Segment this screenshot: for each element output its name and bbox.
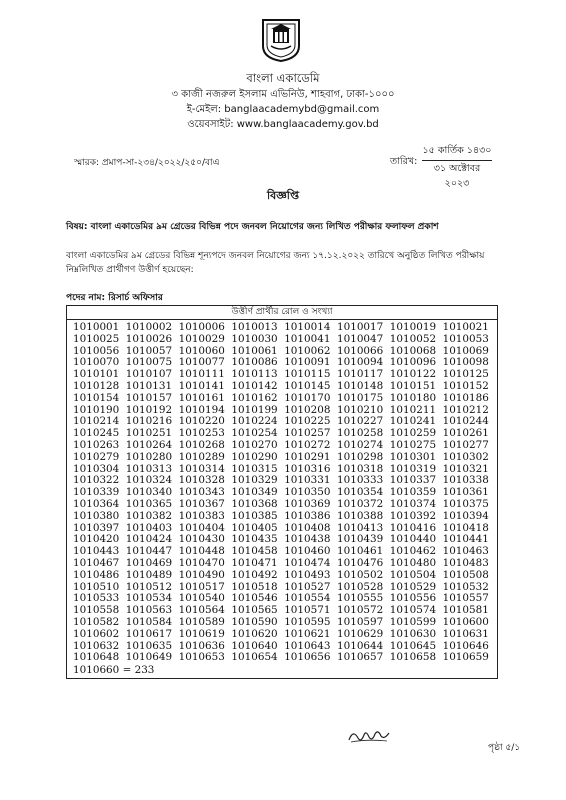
roll-number: 1010212 [442,403,489,416]
roll-number: 1010631 [442,627,489,640]
roll-number: 1010328 [178,474,225,487]
page-number: পৃষ্ঠা ৫/১ [488,743,521,753]
roll-number: 1010304 [73,462,120,475]
roll-number: 1010333 [336,474,384,487]
roll-number: 1010405 [231,521,278,534]
roll-number: 1010403 [125,521,173,534]
roll-number: 1010117 [336,368,384,381]
roll-number: 1010021 [442,321,489,333]
roll-number: 1010418 [442,521,489,534]
roll-number: 1010486 [73,568,120,581]
roll-number: 1010259 [389,427,437,440]
roll-number: 1010469 [125,556,173,569]
roll-number: 1010528 [336,580,384,593]
result-table-header: উত্তীর্ণ প্রার্থীর রোল ও সংখ্যা [67,306,497,320]
roll-number: 1010534 [125,592,173,605]
roll-number: 1010254 [231,427,278,440]
roll-number: 1010270 [231,438,278,451]
roll-number: 1010372 [336,497,384,510]
roll-number: 1010001 [73,321,120,333]
roll-number: 1010365 [125,497,173,510]
roll-number: 1010315 [231,462,278,475]
roll-number: 1010125 [442,368,489,381]
roll-number: 1010441 [442,533,489,546]
roll-row [73,393,497,405]
date-gregorian: ৩১ অক্টোবর ২০২৩ [433,163,481,189]
roll-number: 1010424 [125,533,173,546]
roll-number: 1010645 [389,639,437,652]
roll-number: 1010298 [336,450,384,463]
org-email: ই-মেইল: banglaacademybd@gmail.com [186,104,380,115]
body-text: বাংলা একাডেমির ৯ম গ্রেডের বিভিন্ন শূন্যপদে জনবল নিয়োগের জন্য ১৭.১২.২০২২ তারিখে অনুষ্ঠিত লিখিত পরীক্ষায় নিম্নলিখিত প্রার্থীগণ উত্তীর্ণ হয়েছেন: [66,251,485,275]
roll-number: 1010619 [178,627,225,640]
roll-number: 1010654 [231,651,278,664]
roll-number: 1010128 [73,379,120,392]
roll-number: 1010316 [284,462,331,475]
roll-number: 1010019 [389,321,437,333]
roll-number: 1010460 [284,545,331,558]
roll-number: 1010367 [178,497,225,510]
roll-number: 1010279 [73,450,120,463]
roll-number: 1010142 [231,379,278,392]
roll-number: 1010474 [284,556,331,569]
roll-number: 1010268 [178,438,225,451]
total-line: 1010660 = 233 [73,664,155,677]
roll-number: 1010152 [442,379,489,392]
roll-number: 1010563 [125,604,173,617]
roll-number: 1010404 [178,521,225,534]
roll-number: 1010107 [125,368,173,381]
roll-number: 1010582 [73,615,120,628]
roll-number: 1010533 [73,592,120,605]
roll-number: 1010094 [336,356,384,369]
roll-number: 1010646 [442,639,489,652]
roll-number: 1010564 [178,604,225,617]
roll-number: 1010290 [231,450,278,463]
org-address: ৩ কাজী নজরুল ইসলাম এভিনিউ, শাহবাগ, ঢাকা-১০০০ [171,89,395,100]
roll-number: 1010258 [336,427,384,440]
roll-number: 1010656 [284,651,331,664]
roll-number: 1010291 [284,450,331,463]
roll-number: 1010338 [442,474,489,487]
roll-number: 1010180 [389,391,437,404]
roll-row [73,452,497,464]
roll-number: 1010245 [73,427,120,440]
roll-row [73,570,497,582]
roll-number: 1010476 [336,556,384,569]
roll-number: 1010470 [178,556,225,569]
roll-number: 1010113 [231,368,278,381]
roll-number: 1010572 [336,604,384,617]
roll-number: 1010630 [389,627,437,640]
roll-number: 1010556 [389,592,437,605]
roll-number: 1010440 [389,533,437,546]
roll-number: 1010216 [125,415,173,428]
roll-number: 1010318 [336,462,384,475]
roll-number: 1010002 [125,321,173,333]
roll-number: 1010014 [284,321,331,333]
roll-number: 1010244 [442,415,489,428]
roll-number: 1010275 [389,438,437,451]
roll-number: 1010339 [73,486,120,499]
roll-number: 1010066 [336,344,384,357]
roll-number: 1010041 [284,332,331,345]
roll-number: 1010224 [231,415,278,428]
roll-number: 1010532 [442,580,489,593]
roll-number: 1010636 [178,639,225,652]
roll-number: 1010026 [125,332,173,345]
roll-number: 1010013 [231,321,278,333]
roll-number: 1010448 [178,545,225,558]
roll-number: 1010301 [389,450,437,463]
roll-number: 1010029 [178,332,225,345]
roll-number: 1010161 [178,391,225,404]
roll-number: 1010053 [442,332,489,345]
roll-number: 1010145 [284,379,331,392]
roll-number: 1010111 [178,368,225,381]
roll-number: 1010359 [389,486,437,499]
roll-number: 1010364 [73,497,120,510]
roll-number: 1010101 [73,368,120,381]
post-name: পদের নাম: রিসার্চ অফিসার [66,293,163,303]
roll-number: 1010324 [125,474,173,487]
roll-number: 1010483 [442,556,489,569]
roll-number: 1010157 [125,391,173,404]
roll-number: 1010657 [336,651,384,664]
roll-number: 1010653 [178,651,225,664]
roll-number: 1010388 [336,509,384,522]
roll-number: 1010565 [231,604,278,617]
roll-number: 1010186 [442,391,489,404]
roll-number: 1010557 [442,592,489,605]
roll-number: 1010621 [284,627,331,640]
roll-number: 1010571 [284,604,331,617]
roll-number: 1010280 [125,450,173,463]
roll-number: 1010382 [125,509,173,522]
roll-number: 1010211 [389,403,437,416]
roll-number: 1010508 [442,568,489,581]
notice-title: বিজ্ঞপ্তি [267,189,299,202]
roll-number: 1010512 [125,580,173,593]
roll-number: 1010329 [231,474,278,487]
roll-number: 1010490 [178,568,225,581]
roll-row [73,499,497,511]
roll-row [73,334,497,346]
roll-number: 1010467 [73,556,120,569]
roll-number: 1010480 [389,556,437,569]
roll-number: 1010632 [73,639,120,652]
roll-number: 1010413 [336,521,384,534]
roll-number: 1010056 [73,344,120,357]
roll-number: 1010584 [125,615,173,628]
roll-number: 1010261 [442,427,489,440]
roll-number: 1010061 [231,344,278,357]
roll-number: 1010590 [231,615,278,628]
roll-number: 1010443 [73,545,120,558]
roll-number: 1010331 [284,474,331,487]
roll-number: 1010502 [336,568,384,581]
roll-number: 1010314 [178,462,225,475]
roll-number: 1010175 [336,391,384,404]
roll-number: 1010635 [125,639,173,652]
roll-number: 1010091 [284,356,331,369]
roll-number: 1010518 [231,580,278,593]
roll-row [73,617,497,629]
roll-number: 1010629 [336,627,384,640]
bangla-academy-emblem-icon [259,16,303,62]
roll-number: 1010392 [389,509,437,522]
roll-number: 1010375 [442,497,489,510]
roll-number: 1010098 [442,356,489,369]
roll-number: 1010343 [178,486,225,499]
roll-number: 1010068 [389,344,437,357]
roll-number: 1010075 [125,356,173,369]
roll-number: 1010597 [336,615,384,628]
roll-number: 1010151 [389,379,437,392]
roll-number: 1010062 [284,344,331,357]
roll-number: 1010554 [284,592,331,605]
roll-number: 1010069 [442,344,489,357]
memo-reference: স্মারক: প্রমাপ-সা-২৩৪/২০২২/২৫০/বাএ [74,158,220,168]
roll-number: 1010096 [389,356,437,369]
roll-row [73,629,497,641]
roll-number: 1010558 [73,604,120,617]
roll-number: 1010361 [442,486,489,499]
roll-number: 1010030 [231,332,278,345]
roll-number: 1010380 [73,509,120,522]
roll-number: 1010438 [284,533,331,546]
roll-number: 1010340 [125,486,173,499]
roll-number: 1010546 [231,592,278,605]
roll-number: 1010070 [73,356,120,369]
roll-number: 1010047 [336,332,384,345]
roll-number: 1010420 [73,533,120,546]
roll-number: 1010190 [73,403,120,416]
roll-number: 1010602 [73,627,120,640]
date-label: তারিখ: [390,156,418,167]
roll-number: 1010510 [73,580,120,593]
roll-number: 1010529 [389,580,437,593]
roll-number: 1010408 [284,521,331,534]
roll-number: 1010447 [125,545,173,558]
roll-number: 1010025 [73,332,120,345]
roll-number: 1010648 [73,651,120,664]
roll-number: 1010374 [389,497,437,510]
roll-number: 1010581 [442,604,489,617]
roll-number: 1010086 [231,356,278,369]
roll-number: 1010349 [231,486,278,499]
roll-number: 1010194 [178,403,225,416]
roll-number: 1010006 [178,321,225,333]
roll-number: 1010649 [125,651,173,664]
roll-number: 1010289 [178,450,225,463]
roll-number: 1010257 [284,427,331,440]
roll-grid [67,320,497,678]
roll-number: 1010504 [389,568,437,581]
roll-number: 1010492 [231,568,278,581]
roll-number: 1010643 [284,639,331,652]
roll-number: 1010574 [389,604,437,617]
roll-number: 1010386 [284,509,331,522]
roll-row [73,440,497,452]
roll-number: 1010617 [125,627,173,640]
roll-number: 1010599 [389,615,437,628]
signature-icon [347,725,391,745]
roll-row [73,558,497,570]
roll-number: 1010322 [73,474,120,487]
roll-number: 1010263 [73,438,120,451]
roll-number: 1010241 [389,415,437,428]
roll-number: 1010385 [231,509,278,522]
roll-number: 1010471 [231,556,278,569]
org-website: ওয়েবসাইট: www.banglaacademy.gov.bd [187,119,379,130]
roll-number: 1010225 [284,415,331,428]
roll-number: 1010274 [336,438,384,451]
roll-number: 1010555 [336,592,384,605]
roll-number: 1010458 [231,545,278,558]
roll-number: 1010354 [336,486,384,499]
roll-number: 1010208 [284,403,331,416]
roll-number: 1010052 [389,332,437,345]
roll-number: 1010463 [442,545,489,558]
roll-number: 1010302 [442,450,489,463]
roll-number: 1010540 [178,592,225,605]
roll-number: 1010368 [231,497,278,510]
roll-number: 1010272 [284,438,331,451]
roll-number: 1010192 [125,403,173,416]
roll-number: 1010595 [284,615,331,628]
roll-number: 1010350 [284,486,331,499]
roll-number: 1010313 [125,462,173,475]
roll-number: 1010227 [336,415,384,428]
roll-number: 1010644 [336,639,384,652]
roll-number: 1010640 [231,639,278,652]
roll-number: 1010210 [336,403,384,416]
roll-number: 1010489 [125,568,173,581]
roll-number: 1010170 [284,391,331,404]
roll-number: 1010017 [336,321,384,333]
roll-number: 1010394 [442,509,489,522]
roll-number: 1010122 [389,368,437,381]
roll-number: 1010077 [178,356,225,369]
result-table [66,305,498,679]
date-block [422,144,492,192]
roll-row [73,652,497,664]
roll-number: 1010439 [336,533,384,546]
roll-row [73,511,497,523]
roll-number: 1010397 [73,521,120,534]
roll-number: 1010658 [389,651,437,664]
roll-number: 1010220 [178,415,225,428]
org-name: বাংলা একাডেমি [246,71,320,85]
roll-number: 1010527 [284,580,331,593]
roll-number: 1010141 [178,379,225,392]
date-bangla: ১৫ কার্তিক ১৪৩০ [422,144,492,161]
subject-line: বিষয়: বাংলা একাডেমির ৯ম গ্রেডের বিভিন্ন পদে জনবল নিয়োগের জন্য লিখিত পরীক্ষার ফলাফল প্রকাশ [66,222,439,232]
roll-number: 1010600 [442,615,489,628]
roll-number: 1010659 [442,651,489,664]
roll-number: 1010462 [389,545,437,558]
roll-number: 1010589 [178,615,225,628]
roll-number: 1010337 [389,474,437,487]
roll-number: 1010214 [73,415,120,428]
roll-number: 1010517 [178,580,225,593]
roll-number: 1010115 [284,368,331,381]
roll-number: 1010430 [178,533,225,546]
roll-number: 1010435 [231,533,278,546]
roll-number: 1010162 [231,391,278,404]
roll-number: 1010620 [231,627,278,640]
roll-number: 1010251 [125,427,173,440]
roll-number: 1010253 [178,427,225,440]
roll-number: 1010461 [336,545,384,558]
roll-number: 1010148 [336,379,384,392]
roll-number: 1010057 [125,344,173,357]
roll-number: 1010369 [284,497,331,510]
roll-number: 1010264 [125,438,173,451]
roll-number: 1010493 [284,568,331,581]
roll-number: 1010060 [178,344,225,357]
roll-row [73,381,497,393]
roll-number: 1010131 [125,379,173,392]
roll-number: 1010199 [231,403,278,416]
roll-number: 1010416 [389,521,437,534]
roll-number: 1010321 [442,462,489,475]
roll-number: 1010277 [442,438,489,451]
roll-number: 1010154 [73,391,120,404]
roll-number: 1010319 [389,462,437,475]
roll-number: 1010383 [178,509,225,522]
